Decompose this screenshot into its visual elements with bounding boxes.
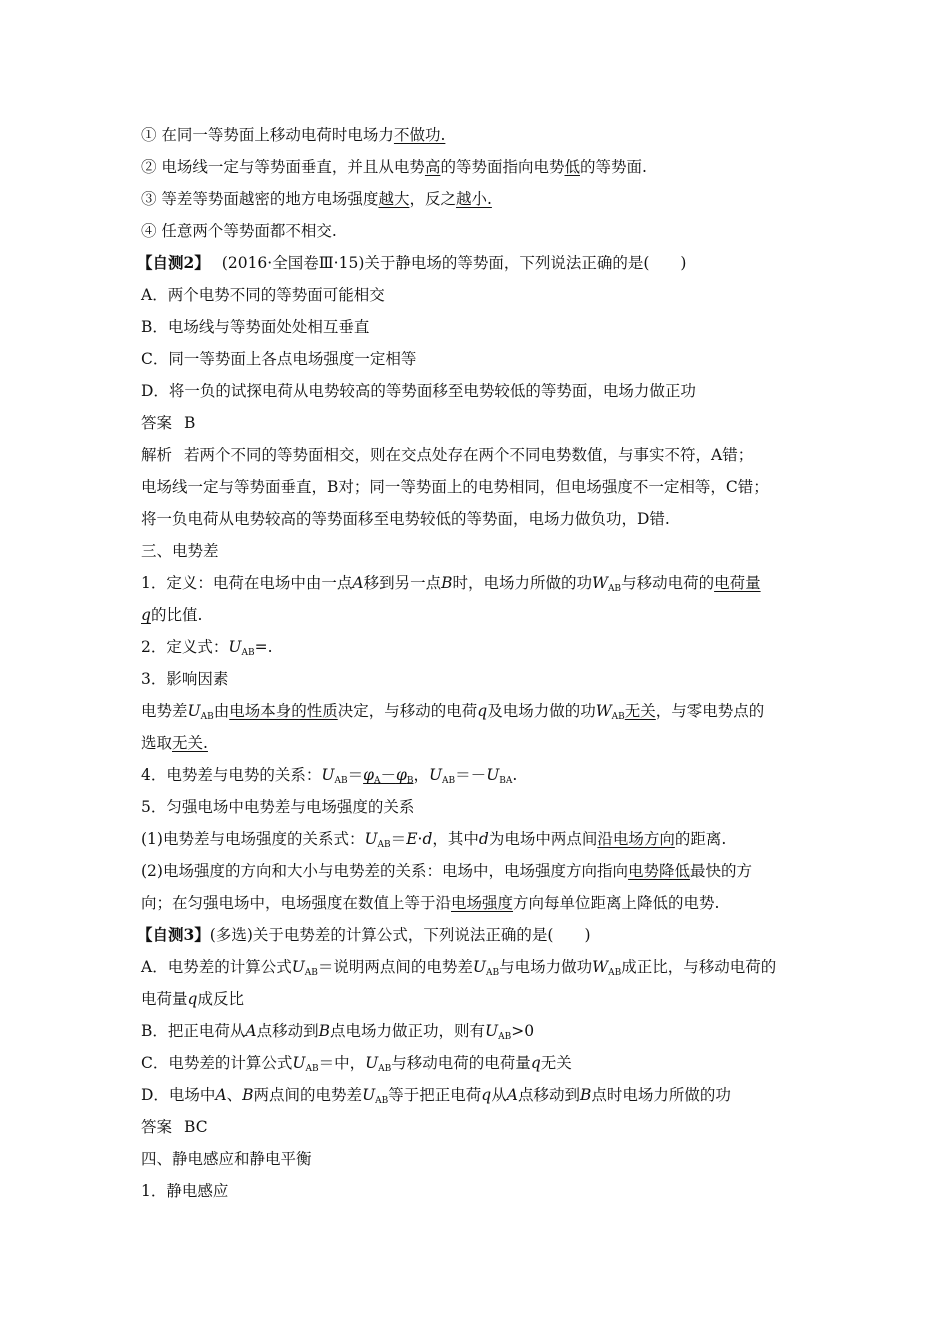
underlined-answer: 电势降低: [627, 862, 690, 880]
text: 时，电场力所做的功: [452, 574, 592, 592]
text: 4．电势差与电势的关系：: [141, 766, 322, 784]
text: 无关: [540, 1054, 572, 1072]
text: A．电势差的计算公式: [141, 958, 292, 976]
text: ，反之: [409, 190, 456, 208]
test2-stem: [137, 252, 827, 274]
voltage-symbol: U: [187, 702, 201, 720]
test2-option-d: D．将一负的试探电荷从电势较高的等势面移至电势较低的等势面，电场力做正功: [141, 382, 696, 400]
test-tag: 【自测2】: [137, 253, 210, 272]
distance-symbol: d: [478, 830, 489, 848]
work-symbol: W: [592, 574, 608, 592]
text: (2)电场强度的方向和大小与电势差的关系：电场中，电场强度方向指向: [141, 862, 628, 880]
point-b: B: [579, 1086, 592, 1104]
text: 方向每单位距离上降低的电势.: [513, 894, 720, 912]
test2-analysis-1: [141, 444, 831, 466]
text: ＝: [347, 766, 364, 784]
test2-analysis-2: 电场线一定与等势面垂直，B对；同一等势面上的电势相同，但电场强度不一定相等，C错；: [141, 478, 769, 496]
analysis-label: 解析: [141, 446, 173, 464]
definition-line-2: [141, 604, 831, 626]
text: ，: [413, 766, 429, 784]
subscript: AB: [611, 712, 625, 722]
uniform-line-3: [141, 892, 831, 914]
subscript: AB: [378, 1064, 392, 1074]
text: B．把正电荷从: [141, 1022, 246, 1040]
text: 与移动电荷的电荷量: [391, 1054, 531, 1072]
voltage-symbol: U: [365, 1054, 379, 1072]
field-symbol: E: [406, 830, 418, 848]
voltage-symbol: U: [362, 1086, 376, 1104]
charge-symbol: q: [477, 702, 488, 720]
point-a: A: [506, 1086, 518, 1104]
subscript: BA: [499, 776, 513, 786]
charge-symbol: q: [141, 606, 151, 624]
underlined-answer: 越大: [378, 190, 410, 208]
text: 及电场力做的功: [487, 702, 596, 720]
underlined-answer: 无关.: [172, 734, 208, 752]
relation-line: [141, 764, 831, 786]
factor-title: 3．影响因素: [141, 670, 229, 688]
underlined-answer: 沿电场方向: [597, 830, 675, 848]
definition-line-1: [141, 572, 831, 594]
text: ，与零电势点的: [655, 702, 765, 720]
test3-stem: [137, 924, 827, 946]
underlined-answer: 电场强度: [451, 894, 514, 912]
underlined-answer: 电场本身的性质: [229, 702, 338, 720]
text: 、: [226, 1086, 243, 1104]
property-2: [141, 156, 831, 178]
text: (2016·全国卷Ⅲ·15)关于静电场的等势面，下列说法正确的是( ): [221, 254, 687, 272]
subscript: AB: [305, 1064, 319, 1074]
subscript: AB: [241, 648, 255, 658]
text: ＝－: [455, 766, 487, 784]
charge-symbol: q: [530, 1054, 541, 1072]
text: 与电场力做功: [499, 958, 593, 976]
voltage-symbol: U: [472, 958, 486, 976]
test3-option-a: [141, 956, 831, 978]
section-4-title: 四、静电感应和静电平衡: [141, 1150, 312, 1168]
distance-symbol: d: [422, 830, 433, 848]
text: 电势差: [141, 702, 188, 720]
work-symbol: W: [592, 958, 609, 976]
text: 等于把正电荷: [388, 1086, 482, 1104]
text: ② 电场线一定与等势面垂直，并且从电势: [141, 158, 425, 176]
text: ① 在同一等势面上移动电荷时电场力: [141, 126, 394, 144]
text: 两点间的电势差: [253, 1086, 363, 1104]
test2-analysis-3: 将一负电荷从电势较高的等势面移至电势较低的等势面，电场力做负功，D错.: [141, 510, 670, 528]
voltage-symbol: U: [486, 766, 500, 784]
charge-symbol: q: [187, 990, 198, 1008]
answer-value: B: [184, 414, 196, 432]
factor-line-1: [141, 700, 831, 722]
text: 若两个不同的等势面相交，则在交点处存在两个不同电势数值，与事实不符，A错；: [184, 446, 754, 464]
text: 成正比，与移动电荷的: [621, 958, 777, 976]
text: ，其中: [432, 830, 479, 848]
uniform-title: 5．匀强电场中电势差与电场强度的关系: [141, 798, 415, 816]
property-1: [141, 124, 831, 146]
subscript: A: [373, 776, 381, 786]
voltage-symbol: U: [291, 958, 305, 976]
charge-symbol: q: [481, 1086, 492, 1104]
text: 的等势面.: [579, 158, 647, 176]
voltage-symbol: U: [428, 766, 443, 784]
subscript: AB: [607, 584, 622, 594]
point-a: A: [352, 574, 364, 592]
test2-answer: [141, 412, 831, 434]
voltage-symbol: U: [228, 638, 242, 656]
underlined-answer: 越小.: [455, 190, 492, 208]
subscript: AB: [377, 840, 391, 850]
text: 移到另一点: [363, 574, 442, 592]
voltage-symbol: U: [364, 830, 378, 848]
text: D．电场中: [141, 1086, 216, 1104]
text: 由: [213, 702, 230, 720]
text: ＝: [390, 830, 407, 848]
underlined-answer: 电荷量: [714, 574, 761, 592]
text: 从: [491, 1086, 507, 1104]
property-4: ④ 任意两个等势面都不相交.: [141, 222, 337, 240]
point-b: B: [441, 574, 453, 592]
underlined-answer: 无关: [624, 702, 656, 720]
text: (1)电势差与电场强度的关系式：: [141, 830, 365, 848]
test3-option-d: [141, 1084, 831, 1106]
subscript: AB: [200, 712, 214, 722]
subscript: AB: [498, 1032, 512, 1042]
text: 2．定义式：: [141, 638, 229, 656]
text: 点移动到: [256, 1022, 319, 1040]
text: 选取: [141, 734, 173, 752]
subscript: AB: [608, 968, 622, 978]
subscript: AB: [375, 1096, 389, 1106]
text: ＝说明两点间的电势差: [317, 958, 473, 976]
phi-symbol: φ: [395, 766, 407, 784]
factor-line-2: [141, 732, 831, 754]
text: 向；在匀强电场中，电场强度在数值上等于沿: [141, 894, 452, 912]
text: >0: [511, 1022, 535, 1040]
subscript: AB: [334, 776, 348, 786]
text: 最快的方: [689, 862, 752, 880]
underlined-answer: [363, 766, 413, 784]
section-4-item-1: 1．静电感应: [141, 1182, 229, 1200]
uniform-line-2: [141, 860, 831, 882]
uniform-line-1: [141, 828, 831, 850]
text: ③ 等差等势面越密的地方电场强度: [141, 190, 379, 208]
text: 与移动电荷的: [621, 574, 715, 592]
text: ＝中，: [318, 1054, 366, 1072]
test3-option-a-cont: [141, 988, 831, 1010]
text: 点电场力做正功，则有: [330, 1022, 486, 1040]
text: 成反比: [197, 990, 244, 1008]
text: 的距离.: [674, 830, 727, 848]
phi-symbol: φ: [363, 766, 374, 784]
test2-option-a: A．两个电势不同的等势面可能相交: [141, 286, 385, 304]
work-symbol: W: [595, 702, 612, 720]
text: 的等势面指向电势: [440, 158, 565, 176]
test-tag: 【自测3】: [137, 925, 210, 944]
text: 电荷量: [141, 990, 188, 1008]
voltage-symbol: U: [292, 1054, 306, 1072]
text: 决定，与移动的电荷: [337, 702, 478, 720]
underlined-answer: 高: [424, 158, 441, 176]
text: －: [380, 766, 396, 784]
test3-answer: [141, 1116, 831, 1138]
formula-line: [141, 636, 831, 658]
text: 点移动到: [517, 1086, 580, 1104]
point-a: A: [215, 1086, 227, 1104]
text: C．电势差的计算公式: [141, 1054, 293, 1072]
point-b: B: [318, 1022, 331, 1040]
voltage-symbol: U: [321, 766, 335, 784]
answer-label: 答案: [141, 414, 173, 432]
text: (多选)关于电势差的计算公式，下列说法正确的是( ): [209, 926, 591, 944]
subscript: B: [406, 776, 414, 786]
subscript: AB: [442, 776, 456, 786]
underlined-answer: 不做功.: [393, 126, 446, 144]
point-b: B: [242, 1086, 254, 1104]
voltage-symbol: U: [485, 1022, 499, 1040]
test2-option-c: C．同一等势面上各点电场强度一定相等: [141, 350, 417, 368]
answer-value: BC: [184, 1118, 208, 1136]
section-3-title: 三、电势差: [141, 542, 219, 560]
text: 点时电场力所做的功: [591, 1086, 731, 1104]
subscript: AB: [304, 968, 318, 978]
text: =.: [254, 638, 273, 656]
property-3: [141, 188, 831, 210]
test3-option-c: [141, 1052, 831, 1074]
answer-label: 答案: [141, 1118, 173, 1136]
test3-option-b: [141, 1020, 831, 1042]
subscript: AB: [486, 968, 500, 978]
text: .: [512, 766, 518, 784]
point-a: A: [245, 1022, 257, 1040]
text: 为电场中两点间: [488, 830, 598, 848]
text: 1．定义：电荷在电场中由一点: [141, 574, 353, 592]
test2-option-b: B．电场线与等势面处处相互垂直: [141, 318, 370, 336]
text: ·: [417, 830, 423, 848]
underlined-answer: 低: [564, 158, 580, 176]
text: 的比值.: [150, 606, 203, 624]
